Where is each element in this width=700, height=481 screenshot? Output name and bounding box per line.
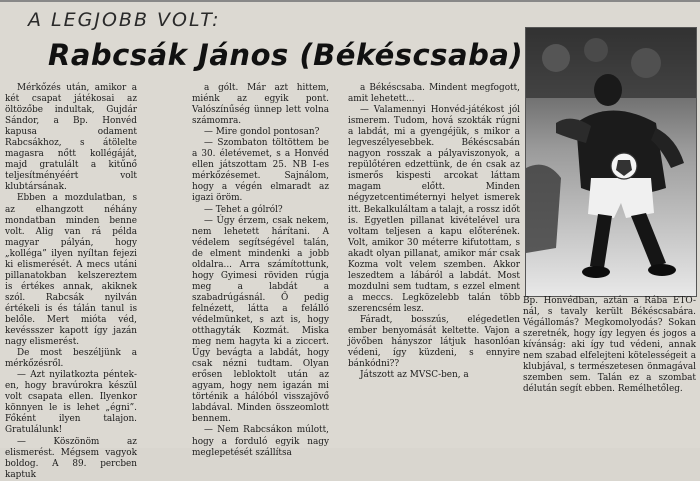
- paragraph: Játszott az MVSC-ben, a: [360, 370, 469, 381]
- paragraph: Bp. Honvédban, aztán a Rába ETO-nál, s tavaly került Békéscsabára. Végállomás? Megkomolyodás? Sokan szeretnék, hogy így legyen és jogos a kívánság: aki így tud védeni, annak nem szabad elfelejteni kötelességeit a klubjával, s természetesen önmagával szemben sem. Talán ez a szombat délután segít ebben. Remélhetőleg.: [523, 296, 696, 395]
- paragraph: — Úgy érzem, csak nekem, nem lehetett hárítani. A védelem segítségével talán, de elment mindenki a jobb oldalra... Arra számítottunk, hogy Gyimesi röviden rúgja meg a labdát a szabadrúgásnál. Ő pedig felnézett, látta a felálló védelmünket, s azt is, hogy otthagyták Kozmát. Miska meg nem hagyta ki a ziccert. Úgy bevágta a labdát, hogy csak nézni tudtam. Olyan erősen lebloktolt után az agyam, hogy nem igazán mi történik a hálóból visszajövő labdával. Minden összeomlott bennem.: [192, 215, 329, 425]
- paragraph: — Azt nyilatkozta pénteken, hogy bravúrokra készül volt csapata ellen. Ilyenkor könnyen le is lehet „égni”. Főként ilyen talajon. Gratulálunk!: [5, 370, 137, 436]
- paragraph: De most beszéljünk a mérkőzésről.: [5, 348, 137, 370]
- paragraph: — Tehet a gólról?: [204, 204, 283, 215]
- article-column-3: [348, 83, 520, 381]
- article-column-1: [5, 83, 137, 481]
- paragraph: — Köszönöm az elismerést. Mégsem vagyok boldog. A 89. percben kaptuk: [5, 436, 137, 480]
- paragraph: — Valamennyi Honvéd-játékost jól ismerem. Tudom, hová szokták rúgni a labdát, mi a gyengéjük, s mikor a legveszélyesebbek. Békéscsabán nagyon rosszak a pályaviszonyok, a repülőtéren edzettünk, de én csak az ismerős kispesti arcokat láttam magam előtt. Minden négyzetcentiméternyi helyet ismerek itt. Bekalkuláltam a talajt, a rossz időt is. Egyetlen pillanat kivételével ura voltam teljesen a kapu előterének. Volt, amikor 30 méterre kifutottam, s akadt olyan pillanat, amikor már csak Kozma volt velem szemben. Akkor leszedtem a lábáról a labdát. Most mozdulni sem tudtam, s ezzel elment a meccs. Legközelebb talán több szerencsém lesz.: [348, 105, 520, 314]
- paragraph: — Szombaton töltöttem be a 30. életévemet, s a Honvéd ellen játszottam 25. NB I-es mérkőzésemet. Sajnálom, hogy a végén elmaradt az igazi öröm.: [192, 138, 329, 204]
- article-column-4: [523, 296, 696, 395]
- article-headline: Rabcsák János (Békéscsaba): [48, 38, 524, 72]
- top-rule: [0, 0, 700, 2]
- paragraph: Fáradt, bosszús, elégedetlen ember benyomását keltette. Vajon a jövőben hányszor látjuk hasonlóan védeni, így küzdeni, s ennyire bánkódni??: [348, 314, 520, 370]
- article-column-2: [192, 83, 329, 459]
- article-overline: A LEGJOBB VOLT:: [28, 9, 221, 31]
- paragraph: — Mire gondol pontosan?: [204, 127, 320, 138]
- paragraph: Ebben a mozdulatban, s az elhangzott néhány mondatban minden benne volt. Alig van rá példa magyar pályán, hogy „kolléga” ilyen nyíltan fejezi ki elismerését. A mecs utáni pillanatokban kelszereztem is értékes annak, akiknek szól. Rabcsák nyilván értékeli is és tálán tanul is belőle. Mert mióta véd, kevéssszer kapott így jazán nagy elismerést.: [5, 193, 137, 348]
- paragraph: a gólt. Már azt hittem, miénk az egyik pont. Valószínűség ünnep lett volna számomra.: [192, 83, 329, 127]
- paragraph: a Békéscsaba. Mindent megfogott, amit lehetett...: [348, 83, 520, 105]
- football-goalkeeper-photo: [525, 27, 697, 297]
- paragraph: — Nem Rabcsákon múlott, hogy a forduló egyik nagy meglepetését szállítsa: [192, 425, 329, 458]
- photo-illustration: [526, 28, 696, 296]
- paragraph: Mérkőzés után, amikor a két csapat játékosai az öltözőbe indultak, Gujdár Sándor, a Bp. Honvéd kapusa odament Rabcsákhoz, s átölelte magasra nőtt kollégáját, majd gratulált a kitűnő teljesítményéért volt klubtársának.: [5, 83, 137, 193]
